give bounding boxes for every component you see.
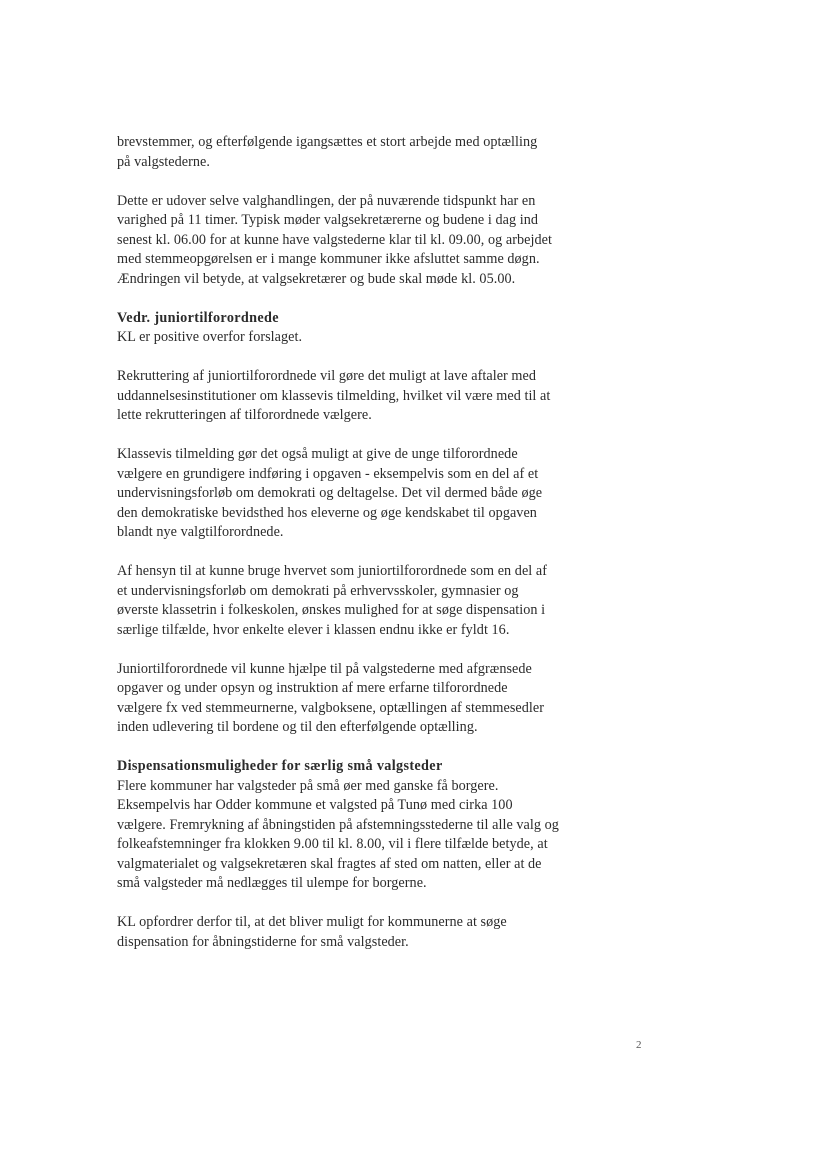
text-line: valgmaterialet og valgsekretæren skal fragtes af sted om natten, eller at de [117, 855, 542, 872]
text-line: dispensation for åbningstiderne for små valgsteder. [117, 933, 409, 950]
text-line: undervisningsforløb om demokrati og deltagelse. Det vil dermed både øge [117, 485, 543, 501]
text-line: vælgere. Fremrykning af åbningstiden på afstemningsstederne til alle valg og [117, 816, 559, 833]
paragraph-dispensation-alder [117, 562, 617, 640]
text-line: KL opfordrer derfor til, at det bliver muligt for kommunerne at søge [117, 914, 507, 930]
text-line: små valgsteder må nedlægges til ulempe for borgerne. [117, 875, 427, 891]
text-line: Af hensyn til at kunne bruge hvervet som juniortilforordnede som en del af [117, 563, 548, 579]
text-line: lette rekrutteringen af tilforordnede vælgere. [117, 407, 372, 423]
text-line: særlige tilfælde, hvor enkelte elever i klassen endnu ikke er fyldt 16. [117, 621, 510, 638]
text-line: opgaver og under opsyn og instruktion af mere erfarne tilforordnede [117, 680, 508, 696]
page-number: 2 [636, 1039, 642, 1051]
paragraph-opgaver [117, 660, 617, 738]
text-line: Eksempelvis har Odder kommune et valgsted på Tunø med cirka 100 [117, 797, 513, 813]
text-line: den demokratiske bevidsthed hos eleverne og øge kendskabet til opgaven [117, 504, 537, 521]
text-line: Klassevis tilmelding gør det også muligt at give de unge tilforordnede [117, 446, 518, 462]
text-line: Dette er udover selve valghandlingen, der på nuværende tidspunkt har en [117, 192, 536, 209]
page-body [117, 133, 617, 972]
text-line: vælgere en grundigere indføring i opgaven - eksempelvis som en del af et [117, 465, 539, 482]
text-line: Flere kommuner har valgsteder på små øer med ganske få borgere. [117, 777, 499, 794]
text-line: folkeafstemninger fra klokken 9.00 til kl. 8.00, vil i flere tilfælde betyde, at [117, 836, 548, 852]
text-line: brevstemmer, og efterfølgende igangsættes et stort arbejde med optælling [117, 134, 538, 150]
text-line: øverste klassetrin i folkeskolen, ønskes mulighed for at søge dispensation i [117, 602, 546, 618]
text-line: Rekruttering af juniortilforordnede vil gøre det muligt at lave aftaler med [117, 368, 536, 384]
text-line: blandt nye valgtilforordnede. [117, 524, 284, 540]
section-heading: Dispensationsmuligheder for særlig små valgsteder [117, 758, 443, 774]
text-line: KL er positive overfor forslaget. [117, 329, 303, 345]
text-line: uddannelsesinstitutioner om klassevis tilmelding, hvilket vil være med til at [117, 387, 551, 404]
text-line: på valgstederne. [117, 153, 210, 170]
section-heading: Vedr. juniortilforordnede [117, 309, 279, 326]
paragraph-rekruttering [117, 367, 617, 426]
text-line: senest kl. 06.00 for at kunne have valgstederne klar til kl. 09.00, og arbejdet [117, 231, 552, 248]
text-line: inden udlevering til bordene og til den efterfølgende optælling. [117, 719, 478, 735]
text-line: med stemmeopgørelsen er i mange kommuner ikke afsluttet samme døgn. [117, 251, 540, 267]
paragraph-klassevis [117, 445, 617, 543]
paragraph-opfordring [117, 913, 617, 952]
paragraph-smaa-valgsteder [117, 757, 617, 894]
text-line: varighed på 11 timer. Typisk møder valgsekretærerne og budene i dag ind [117, 212, 538, 228]
paragraph-intro [117, 133, 617, 172]
text-line: vælgere fx ved stemmeurnerne, valgboksene, optællingen af stemmesedler [117, 699, 545, 716]
paragraph-junior-heading-block [117, 309, 617, 348]
text-line: Ændringen vil betyde, at valgsekretærer og bude skal møde kl. 05.00. [117, 270, 516, 287]
text-line: Juniortilforordnede vil kunne hjælpe til på valgstederne med afgrænsede [117, 660, 532, 677]
paragraph-valghandling [117, 192, 617, 290]
text-line: et undervisningsforløb om demokrati på erhvervsskoler, gymnasier og [117, 582, 519, 599]
